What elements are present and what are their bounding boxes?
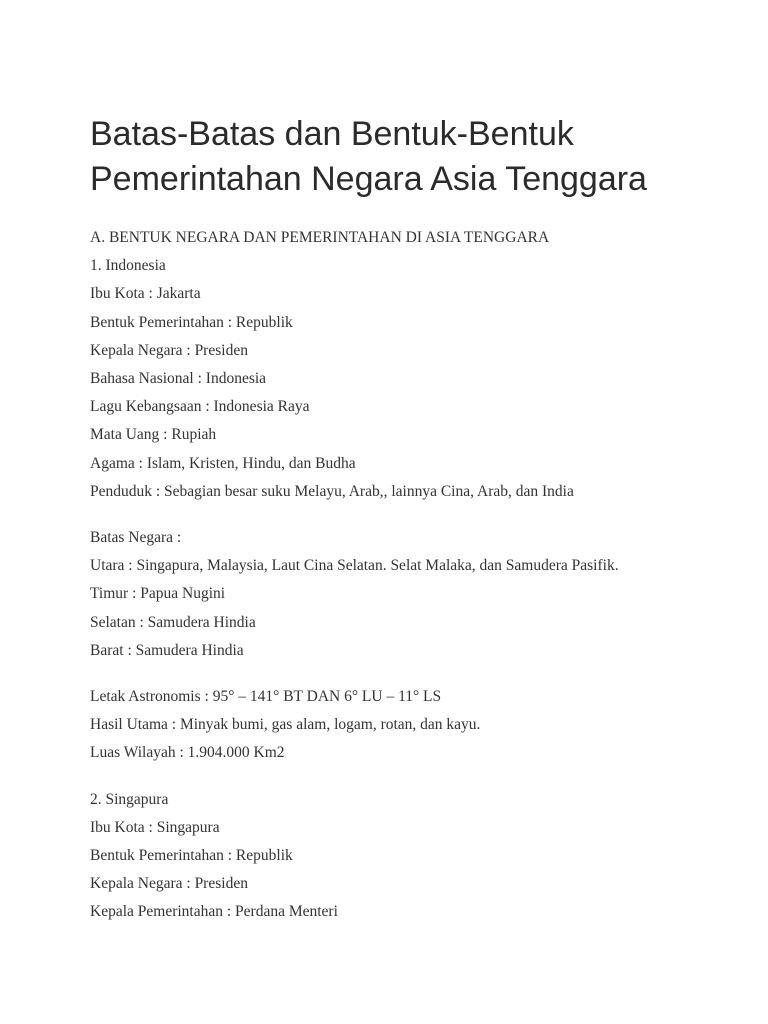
border-south-line: Selatan : Samudera Hindia bbox=[90, 613, 256, 631]
population-line: Penduduk : Sebagian besar suku Melayu, Arab,, lainnya Cina, Arab, dan India bbox=[90, 482, 574, 500]
head-of-government-line: Kepala Pemerintahan : Perdana Menteri bbox=[90, 903, 338, 921]
singapura-profile bbox=[90, 786, 730, 927]
religion-line: Agama : Islam, Kristen, Hindu, dan Budha bbox=[90, 454, 356, 472]
border-west-line: Barat : Samudera Hindia bbox=[90, 641, 244, 659]
indonesia-profile bbox=[90, 224, 730, 506]
area-line: Luas Wilayah : 1.904.000 Km2 bbox=[90, 744, 285, 762]
capital-line: Ibu Kota : Singapura bbox=[90, 818, 220, 836]
country-heading-indonesia: 1. Indonesia bbox=[90, 257, 166, 275]
head-of-state-line: Kepala Negara : Presiden bbox=[90, 875, 248, 893]
main-products-line: Hasil Utama : Minyak bumi, gas alam, logam, rotan, dan kayu. bbox=[90, 716, 481, 734]
document-page bbox=[90, 112, 730, 945]
national-anthem-line: Lagu Kebangsaan : Indonesia Raya bbox=[90, 398, 310, 416]
government-form-line: Bentuk Pemerintahan : Republik bbox=[90, 313, 293, 331]
borders-block bbox=[90, 524, 730, 665]
national-language-line: Bahasa Nasional : Indonesia bbox=[90, 370, 267, 388]
astronomical-location-line: Letak Astronomis : 95° – 141° BT DAN 6° LU – 11° LS bbox=[90, 688, 442, 706]
title-line-1: Batas-Batas dan Bentuk-Bentuk bbox=[90, 115, 574, 153]
head-of-state-line: Kepala Negara : Presiden bbox=[90, 341, 248, 359]
government-form-line: Bentuk Pemerintahan : Republik bbox=[90, 847, 293, 865]
border-east-line: Timur : Papua Nugini bbox=[90, 585, 226, 603]
border-north-line: Utara : Singapura, Malaysia, Laut Cina Selatan. Selat Malaka, dan Samudera Pasifik. bbox=[90, 557, 619, 575]
document-title bbox=[90, 112, 730, 202]
title-line-2: Pemerintahan Negara Asia Tenggara bbox=[90, 160, 647, 198]
geography-block bbox=[90, 683, 730, 768]
currency-line: Mata Uang : Rupiah bbox=[90, 426, 217, 444]
section-heading: A. BENTUK NEGARA DAN PEMERINTAHAN DI ASIA TENGGARA bbox=[90, 229, 550, 246]
borders-heading: Batas Negara : bbox=[90, 529, 182, 547]
country-heading-singapura: 2. Singapura bbox=[90, 790, 169, 808]
capital-line: Ibu Kota : Jakarta bbox=[90, 285, 201, 303]
